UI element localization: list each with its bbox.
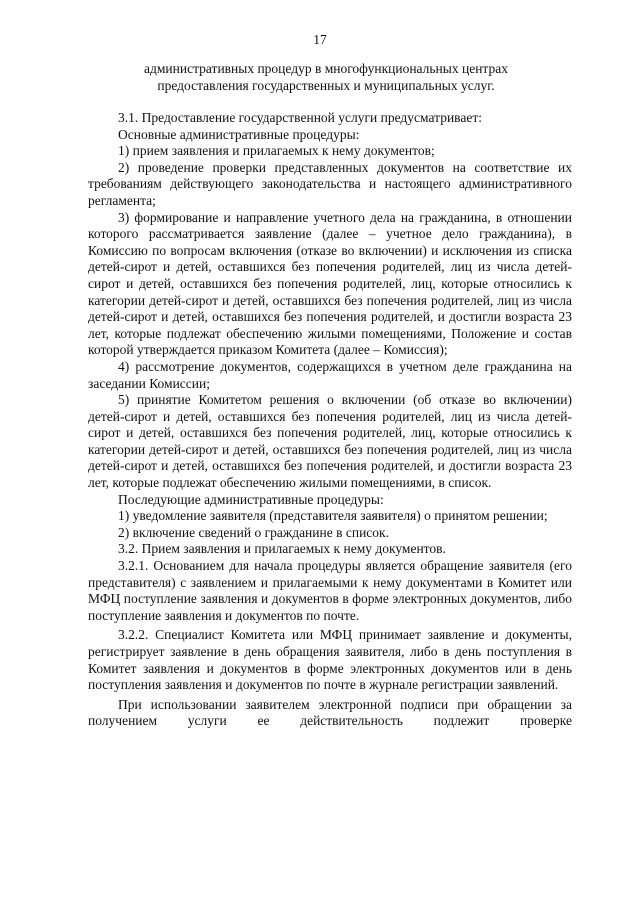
list-item-1: 1) прием заявления и прилагаемых к нему документов;: [118, 143, 435, 159]
list-item-2: 2) проведение проверки представленных документов на соответствие их требованиям действующего законодательства и настоящего административного регламента;: [88, 159, 572, 208]
subsequent-item-2: 2) включение сведений о гражданине в список.: [118, 524, 389, 540]
page-number: 17: [313, 32, 327, 47]
list-item-4: 4) рассмотрение документов, содержащихся в учетном деле гражданина на заседании Комиссии;: [88, 358, 572, 391]
continued-heading: [96, 60, 556, 94]
paragraph-3-1: 3.1. Предоставление государственной услуги предусматривает:: [118, 110, 482, 125]
paragraph-main-procedures-heading: Основные административные процедуры:: [118, 126, 360, 142]
heading-line-2: предоставления государственных и муниципальных услуг.: [157, 78, 495, 93]
paragraph-subsequent-procedures-heading: Последующие административные процедуры:: [118, 491, 384, 507]
document-body: [88, 110, 572, 730]
paragraph-3-2-2: 3.2.2. Специалист Комитета или МФЦ принимает заявление и документы, регистрирует заявление в день обращения заявителя, либо в день поступления в Комитет заявления и документов в форме электронных документов или в день поступления заявления и документов по почте в журнале регистрации заявлений.: [88, 627, 572, 693]
subsequent-item-1: 1) уведомление заявителя (представителя заявителя) о принятом решении;: [118, 508, 548, 524]
list-item-5: 5) принятие Комитетом решения о включении (об отказе во включении) детей-сирот и детей, оставшихся без попечения родителей, лиц из числа детей-сирот и детей, оставшихся без попечения родителей, лиц, которые относились к категории детей-сирот и детей, оставшихся без попечения родителей, лиц из числа детей-сирот и детей, оставшихся без попечения родителей, и достигли возраста 23 лет, которые подлежат обеспечению жилыми помещениями, в список.: [88, 392, 572, 491]
heading-line-1: административных процедур в многофункциональных центрах: [144, 61, 508, 76]
paragraph-3-2-1: 3.2.1. Основанием для начала процедуры является обращение заявителя (его представителя) с заявлением и прилагаемыми к нему документами в Комитет или МФЦ поступление заявления и документов в форме электронных документов, либо поступление заявления и документов по почте.: [88, 558, 572, 623]
list-item-3: 3) формирование и направление учетного дела на гражданина, в отношении которого рассматривается заявление (далее – учетное дело гражданина), в Комиссию по вопросам включения (отказе во включении) и исключения из списка детей-сирот и детей, оставшихся без попечения родителей, лиц из числа детей-сирот и детей, оставшихся без попечения родителей, лиц, которые относились к категории детей-сирот и детей, оставшихся без попечения родителей, лиц из числа детей-сирот и детей, оставшихся без попечения родителей, и достигли возраста 23 лет, которые подлежат обеспечению жилыми помещениями, Положение и состав которой утверждается приказом Комитета (далее – Комиссия);: [88, 209, 572, 358]
paragraph-electronic-signature: При использовании заявителем электронной подписи при обращении за получением услуги ее действительность подлежит проверке: [88, 696, 572, 729]
paragraph-3-2: 3.2. Прием заявления и прилагаемых к нему документов.: [118, 541, 446, 557]
